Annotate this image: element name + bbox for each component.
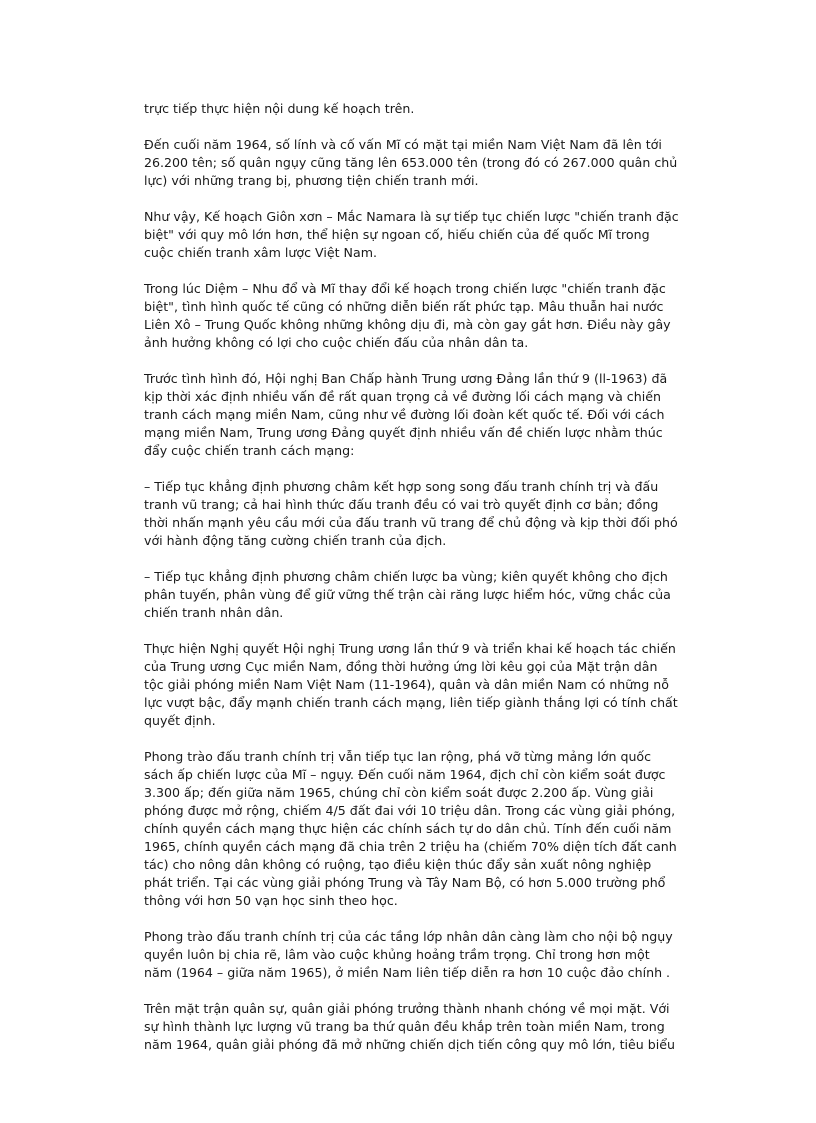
paragraph-10: Phong trào đấu tranh chính trị của các tầng lớp nhân dân càng làm cho nội bộ ngụy quyền luôn bị chia rẽ, lâm vào cuộc khủng hoảng trầm trọng. Chỉ trong hơn một năm (1964 – giữa năm 1965), ở miền Nam liên tiếp diễn ra hơn 10 cuộc đảo chính . bbox=[144, 929, 673, 980]
paragraph-8: Thực hiện Nghị quyết Hội nghị Trung ương lần thứ 9 và triển khai kế hoạch tác chiến của Trung ương Cục miền Nam, đồng thời hưởng ứng lời kêu gọi của Mặt trận dân tộc giải phóng miền Nam Việt Nam (11-1964), quân và dân miền Nam có những nỗ lực vượt bậc, đẩy mạnh chiến tranh cách mạng, liên tiếp giành thắng lợi có tính chất quyết định. bbox=[144, 641, 678, 728]
document-body bbox=[144, 100, 680, 1072]
paragraph-11: Trên mặt trận quân sự, quân giải phóng trưởng thành nhanh chóng về mọi mặt. Với sự hình thành lực lượng vũ trang ba thứ quân đều khắp trên toàn miền Nam, trong năm 1964, quân giải phóng đã mở những chiến dịch tiến công quy mô lớn, tiêu biểu bbox=[144, 1001, 676, 1052]
paragraph-2: Đến cuối năm 1964, số lính và cố vấn Mĩ có mặt tại miền Nam Việt Nam đã lên tới 26.200 tên; số quân ngụy cũng tăng lên 653.000 tên (trong đó có 267.000 quân chủ lực) với những trang bị, phương tiện chiến tranh mới. bbox=[144, 137, 678, 188]
paragraph-1: trực tiếp thực hiện nội dung kế hoạch trên. bbox=[144, 101, 415, 116]
paragraph-3: Như vậy, Kế hoạch Giôn xơn – Mắc Namara là sự tiếp tục chiến lược "chiến tranh đặc biệt" với quy mô lớn hơn, thể hiện sự ngoan cố, hiếu chiến của đế quốc Mĩ trong cuộc chiến tranh xâm lược Việt Nam. bbox=[144, 209, 679, 260]
paragraph-7: – Tiếp tục khẳng định phương châm chiến lược ba vùng; kiên quyết không cho địch phân tuyến, phân vùng để giữ vững thế trận cài răng lược hiểm hóc, vững chắc của chiến tranh nhân dân. bbox=[144, 569, 671, 620]
paragraph-6: – Tiếp tục khẳng định phương châm kết hợp song song đấu tranh chính trị và đấu tranh vũ trang; cả hai hình thức đấu tranh đều có vai trò quyết định cơ bản; đồng thời nhấn mạnh yêu cầu mới của đấu tranh vũ trang để chủ động và kịp thời đối phó với hành động tăng cường chiến tranh của địch. bbox=[144, 479, 678, 548]
paragraph-4: Trong lúc Diệm – Nhu đổ và Mĩ thay đổi kế hoạch trong chiến lược "chiến tranh đặc biệt", tình hình quốc tế cũng có những diễn biến rất phức tạp. Mâu thuẫn hai nước Liên Xô – Trung Quốc không những không dịu đi, mà còn gay gắt hơn. Điều này gây ảnh hưởng không có lợi cho cuộc chiến đấu của nhân dân ta. bbox=[144, 281, 671, 350]
paragraph-9: Phong trào đấu tranh chính trị vẫn tiếp tục lan rộng, phá vỡ từng mảng lớn quốc sách ấp chiến lược của Mĩ – ngụy. Đến cuối năm 1964, địch chỉ còn kiểm soát được 3.300 ấp; đến giữa năm 1965, chúng chỉ còn kiểm soát được 2.200 ấp. Vùng giải phóng được mở rộng, chiếm 4/5 đất đai với 10 triệu dân. Trong các vùng giải phóng, chính quyền cách mạng thực hiện các chính sách tự do dân chủ. Tính đến cuối năm 1965, chính quyền cách mạng đã chia trên 2 triệu ha (chiếm 70% diện tích đất canh tác) cho nông dân không có ruộng, tạo điều kiện thúc đẩy sản xuất nông nghiệp phát triển. Tại các vùng giải phóng Trung và Tây Nam Bộ, có hơn 5.000 trường phổ thông với hơn 50 vạn học sinh theo học. bbox=[144, 749, 677, 908]
paragraph-5: Trước tình hình đó, Hội nghị Ban Chấp hành Trung ương Đảng lần thứ 9 (ll-1963) đã kịp thời xác định nhiều vấn đề rất quan trọng cả về đường lối cách mạng và chiến tranh cách mạng miền Nam, cũng như về đường lối đoàn kết quốc tế. Đối với cách mạng miền Nam, Trung ương Đảng quyết định nhiều vấn đề chiến lược nhằm thúc đẩy cuộc chiến tranh cách mạng: bbox=[144, 371, 668, 458]
